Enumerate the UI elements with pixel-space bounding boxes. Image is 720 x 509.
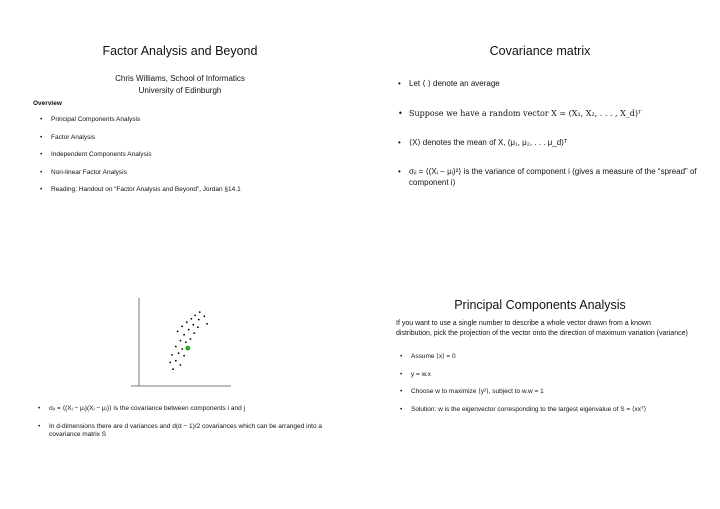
list-item: • Reading: Handout on “Factor Analysis and Beyond”, Jordan §14.1 — [40, 186, 340, 195]
list-item: • Suppose we have a random vector X = (X₁, X₂, . . . , X_d)ᵀ — [398, 108, 698, 119]
slide-covariance-matrix — [360, 0, 720, 255]
scatter-point — [192, 324, 194, 326]
scatter-point — [188, 329, 190, 331]
scatter-point — [197, 326, 199, 328]
scatter-point — [183, 334, 185, 336]
list-item: • σᵢᵢ = ⟨(Xᵢ − μᵢ)²⟩ is the variance of component i (gives a measure of the “spread” of component i) — [398, 166, 698, 188]
list-item: • Factor Analysis — [40, 134, 340, 143]
author-line: Chris Williams, School of Informatics — [115, 74, 245, 83]
scatter-point — [206, 323, 208, 325]
scatter-point — [198, 319, 200, 321]
list-item: • Assume ⟨x⟩ = 0 — [400, 353, 700, 362]
overview-heading: Overview — [33, 100, 62, 107]
slide-covariance-scatter — [0, 255, 360, 509]
pca-list — [400, 353, 700, 414]
pca-intro: If you want to use a single number to describe a whole vector drawn from a known distribution, pick the projection of the vector onto the direction of maximum variation (variance) — [396, 320, 688, 337]
scatter-point — [169, 362, 171, 364]
scatter-point — [203, 315, 205, 317]
author-affiliation — [0, 73, 360, 97]
list-item: • Let ⟨ ⟩ denote an average — [398, 78, 698, 89]
scatter-point — [177, 331, 179, 333]
slide-factor-analysis — [0, 0, 360, 255]
scatter-point — [175, 346, 177, 348]
list-item: • σᵢⱼ = ⟨(Xᵢ − μᵢ)(Xⱼ − μⱼ)⟩ is the covariance between components i and j — [38, 405, 328, 414]
list-item: • Non-linear Factor Analysis — [40, 169, 340, 178]
list-item: • Independent Components Analysis — [40, 151, 340, 160]
list-item: • y = w.x — [400, 371, 700, 380]
scatter-point — [172, 368, 174, 370]
scatter-point — [185, 341, 187, 343]
slide-title: Principal Components Analysis — [454, 298, 626, 312]
list-item: • ⟨X⟩ denotes the mean of X, (μ₁, μ₂, . . . μ_d)ᵀ — [398, 137, 698, 148]
scatter-point — [181, 348, 183, 350]
covariance-notes — [38, 405, 328, 440]
overview-list — [40, 116, 340, 195]
mean-point — [185, 346, 190, 351]
scatter-point — [175, 360, 177, 362]
scatter-point — [194, 315, 196, 317]
scatter-point — [171, 354, 173, 356]
list-item: • Choose w to maximize ⟨y²⟩, subject to w.w = 1 — [400, 388, 700, 397]
scatter-point — [190, 338, 192, 340]
list-item: • Solution: w is the eigenvector corresponding to the largest eigenvalue of S = ⟨xxᵀ⟩ — [400, 406, 700, 415]
scatter-point — [183, 355, 185, 357]
scatter-point — [180, 364, 182, 366]
scatter-point — [191, 318, 193, 320]
university-line: University of Edinburgh — [138, 86, 222, 95]
list-item: • Principal Components Analysis — [40, 116, 340, 125]
slide-pca — [360, 255, 720, 509]
scatter-point — [186, 321, 188, 323]
scatter-plot — [125, 298, 235, 398]
covariance-list — [398, 78, 698, 188]
slide-title: Factor Analysis and Beyond — [102, 44, 258, 58]
scatter-point — [181, 326, 183, 328]
slide-title: Covariance matrix — [489, 44, 591, 58]
scatter-points — [169, 311, 208, 370]
scatter-point — [180, 340, 182, 342]
scatter-point — [178, 352, 180, 354]
scatter-point — [193, 332, 195, 334]
scatter-point — [199, 311, 201, 313]
list-item: • In d-dimensions there are d variances and d(d − 1)/2 covariances which can be arranged into a covariance matrix S — [38, 423, 328, 440]
